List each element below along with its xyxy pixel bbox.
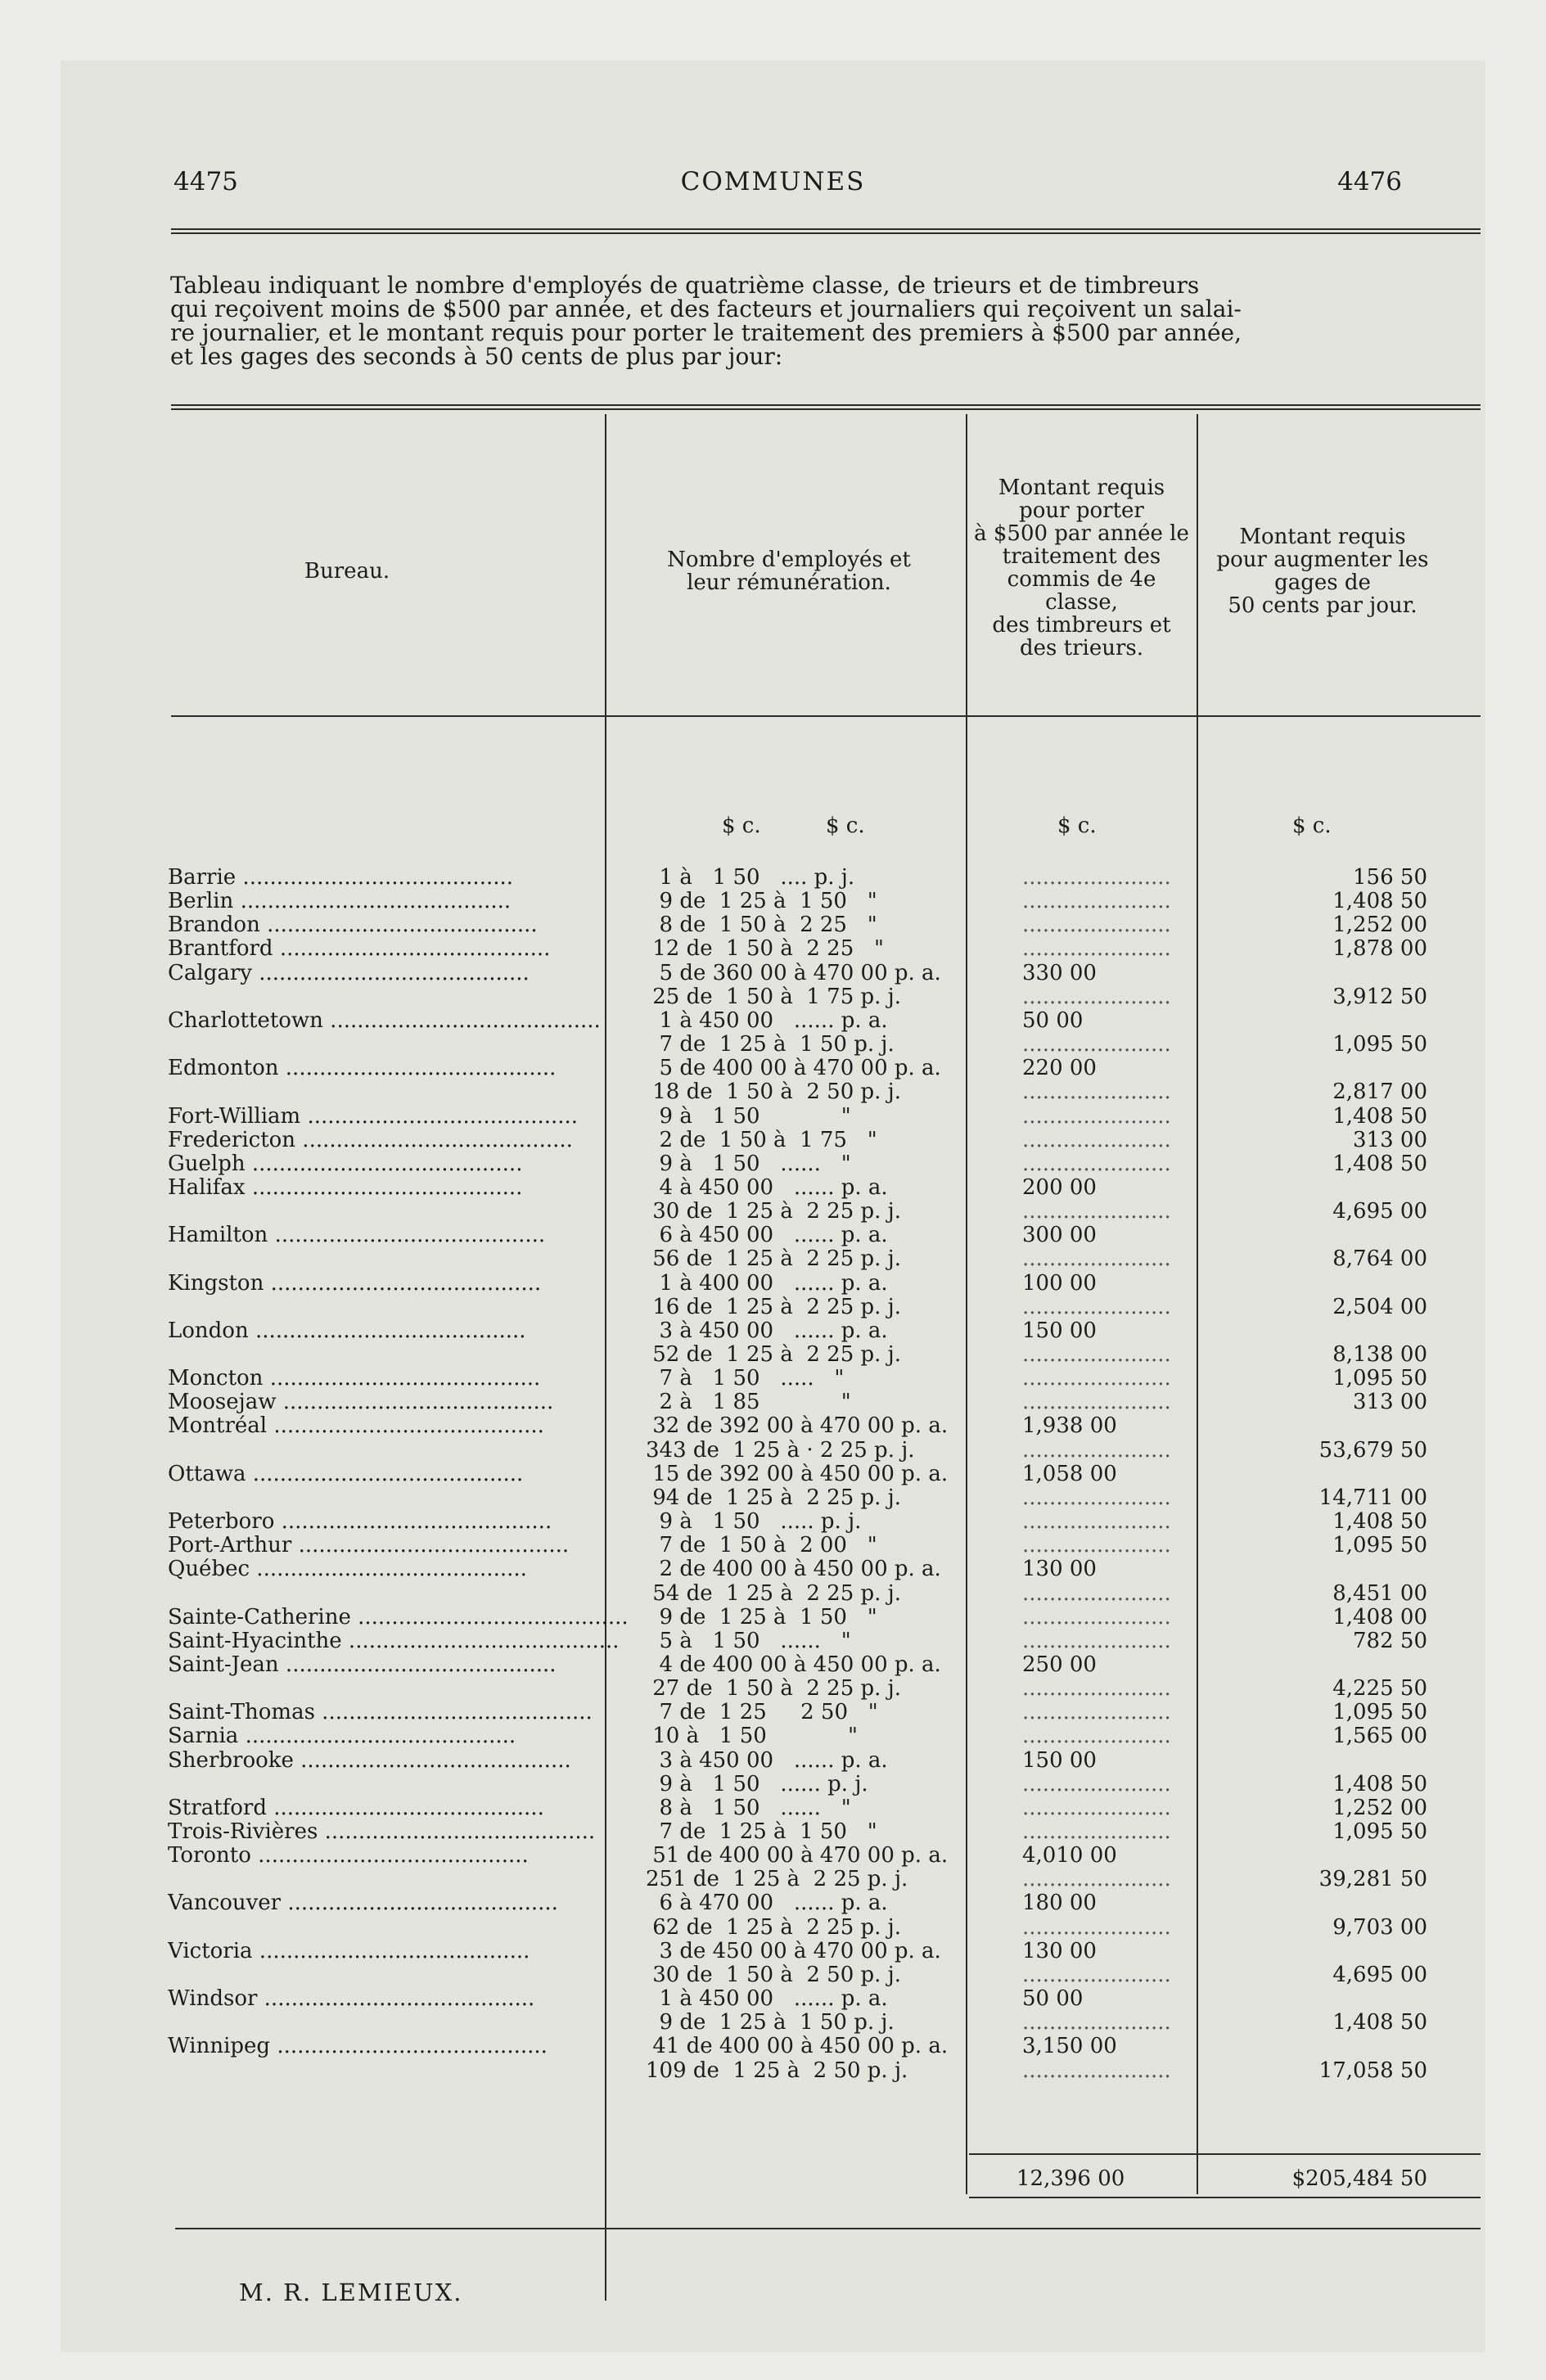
bureau-cell: Hamilton ........................................ [168, 1224, 546, 1248]
montant-500-cell: ...................... [1022, 1128, 1171, 1152]
table-row [61, 1868, 1485, 1891]
employes-cell: 6 à 470 00 ...... p. a. [646, 1891, 888, 1916]
table-row [61, 1414, 1485, 1438]
bureau-cell: Montréal ........................................ [168, 1414, 544, 1439]
table-top-rule [171, 404, 1481, 410]
employes-cell: 2 de 400 00 à 450 00 p. a. [646, 1557, 941, 1582]
montant-500-cell: ...................... [1022, 1200, 1171, 1224]
employes-cell: 9 de 1 25 à 1 50 " [646, 1604, 877, 1629]
table-row [61, 1343, 1485, 1367]
table-row [61, 1677, 1485, 1701]
bureau-cell: Winnipeg ........................................ [168, 2035, 548, 2059]
employes-cell: 3 à 450 00 ...... p. a. [646, 1747, 888, 1773]
montant-50-cell: 2,504 00 [1332, 1294, 1427, 1319]
table-row [61, 1105, 1485, 1129]
montant-500-cell: ...................... [1022, 1820, 1171, 1844]
table-row [61, 1391, 1485, 1414]
bureau-cell: Sherbrooke ........................................ [168, 1748, 571, 1773]
table-row [61, 1749, 1485, 1773]
table-row [61, 1463, 1485, 1486]
montant-50-cell: 1,408 00 [1332, 1604, 1427, 1629]
montant-500-cell: 1,938 00 [1022, 1414, 1117, 1439]
table-row [61, 985, 1485, 1009]
montant-50-cell: 1,252 00 [1332, 1795, 1427, 1820]
montant-500-cell: 330 00 [1022, 961, 1097, 985]
montant-500-cell: ...................... [1022, 866, 1171, 890]
bureau-cell: Sarnia ........................................ [168, 1724, 516, 1749]
montant-500-cell: ...................... [1022, 937, 1171, 962]
montant-500-cell: ...................... [1022, 913, 1171, 938]
montant-50-cell: 1,565 00 [1332, 1724, 1427, 1749]
montant-50-cell: 1,095 50 [1332, 1700, 1427, 1725]
montant-500-cell: ...................... [1022, 1343, 1171, 1367]
montant-50-cell: 1,408 50 [1332, 889, 1427, 914]
montant-500-cell: ...................... [1022, 1438, 1171, 1463]
employes-cell: 62 de 1 25 à 2 25 p. j. [646, 1914, 902, 1940]
bureau-cell: Peterboro ........................................ [168, 1510, 552, 1535]
montant-50-cell: 1,408 50 [1332, 1103, 1427, 1129]
employes-cell: 5 à 1 50 ...... " [646, 1628, 851, 1653]
montant-50-cell: 1,095 50 [1332, 1819, 1427, 1844]
table-row [61, 937, 1485, 961]
employes-cell: 1 à 1 50 .... p. j. [646, 865, 855, 890]
montant-500-cell: 220 00 [1022, 1057, 1097, 1081]
employes-cell: 1 à 450 00 ...... p. a. [646, 1007, 888, 1033]
total-bottom-rule [969, 2197, 1481, 2198]
montant-500-cell: 130 00 [1022, 1557, 1097, 1582]
montant-500-cell: ...................... [1022, 1104, 1171, 1129]
montant-500-cell: 100 00 [1022, 1271, 1097, 1296]
employes-cell: 54 de 1 25 à 2 25 p. j. [646, 1580, 902, 1606]
montant-500-cell: 50 00 [1022, 1008, 1084, 1033]
table-row [61, 1319, 1485, 1343]
montant-500-cell: 200 00 [1022, 1175, 1097, 1200]
table-row [61, 913, 1485, 937]
montant-500-cell: ...................... [1022, 2058, 1171, 2083]
table-row [61, 2035, 1485, 2058]
bureau-cell: Berlin ........................................ [168, 890, 512, 914]
col-header-montant-50: Montant requis pour augmenter les gages de 50 cents par jour. [1216, 525, 1429, 618]
table-row [61, 1916, 1485, 1940]
bureau-cell: Saint-Jean ........................................ [168, 1652, 557, 1677]
document-page: 4475 COMMUNES 4476 Tableau indiquant le nombre d'employés de quatrième classe, de trieurs et de timbreurs qui reçoivent moins de $500 par année, et des facteurs et journaliers qui reçoivent un salai- re journalier, et le montant requis pour porter le traitement des premiers à $500 par année, et les gages des seconds à 50 cents de plus par jour: Bureau. Nombre d'employés et leur rémunération. Montant requis pour porter à $500 par année le traitement des commis de 4e classe, des timbreurs et des trieurs. Montant requis pour augmenter les gages de 50 cents par jour. $ c. $ c. $ c. $ c. Barrie ........................................ 1 à 1 50 .... p. j. ...................... 156 50 Berlin ........................................ 9 de 1 25 à 1 50 " ...................... 1,408 50 Brandon ........................................ 8 de 1 50 à 2 25 " ...................... 1,252 00 Brantford ........................................ 12 de 1 50 à 2 25 " ...................... 1,878 00 Calgary ........................................ 5 de 360 00 à 470 00 p. a. 330 00 25 de 1 50 à 1 75 p. j. ...................... 3,912 50 Charlottetown ........................................ 1 à 450 00 ...... p. a. 50 00 7 de 1 25 à 1 50 p. j. ...................... 1,095 50 Edmonton ........................................ 5 de 400 00 à 470 00 p. a. 220 00 18 de 1 50 à 2 50 p. j. ...................... 2,817 00 Fort-William ........................................ 9 à 1 50 " ...................... 1,408 50 Fredericton ........................................ 2 de 1 50 à 1 75 " ...................... 313 00 Guelph ........................................ 9 à 1 50 ...... " ...................... 1,408 50 Halifax ........................................ 4 à 450 00 ...... p. a. 200 00 30 de 1 25 à 2 25 p. j. ...................... 4,695 00 Hamilton ........................................ 6 à 450 00 ...... p. a. 300 00 56 de 1 25 à 2 25 p. j. ...................... 8,764 00 Kingston ........................................ 1 à 400 00 ...... p. a. 100 00 16 de 1 25 à 2 25 p. j. ...................... 2,504 00 London ........................................ 3 à 450 00 ...... p. a. 150 00 52 de 1 25 à 2 25 p. j. ...................... 8,138 00 Moncton ........................................ 7 à 1 50 ..... " ...................... 1,095 50 Moosejaw ........................................ 2 à 1 85 " ...................... 313 00 Montréal ........................................ 32 de 392 00 à 470 00 p. a. 1,938 00 343 de 1 25 à · 2 25 p. j. ...................... 53,679 50 Ottawa ........................................ 15 de 392 00 à 450 00 p. a. 1,058 00 94 de 1 25 à 2 25 p. j. ...................... 14,711 00 Peterboro ........................................ 9 à 1 50 ..... p. j. ...................... 1,408 50 Port-Arthur ........................................ 7 de 1 50 à 2 00 " ...................... 1,095 50 Québec ........................................ 2 de 400 00 à 450 00 p. a. 130 00 54 de 1 25 à 2 25 p. j. ...................... 8,451 00 Sainte-Catherine ........................................ 9 de 1 25 à 1 50 " ...................... 1,408 00 Saint-Hyacinthe ........................................ 5 à 1 50 ...... " ...................... 782 50 Saint-Jean ........................................ 4 de 400 00 à 450 00 p. a. 250 00 27 de 1 50 à 2 25 p. j. ...................... 4,225 50 Saint-Thomas ........................................ 7 de 1 25 2 50 " ...................... 1,095 50 Sarnia ........................................ 10 à 1 50 " ...................... 1,565 00 Sherbrooke ........................................ 3 à 450 00 ...... p. a. 150 00 9 à 1 50 ...... p. j. ...................... 1,408 50 Stratford ........................................ 8 à 1 50 ...... " ...................... 1,252 00 Trois-Rivières ........................................ 7 de 1 25 à 1 50 " ...................... 1,095 50 Toronto ........................................ 51 de 400 00 à 470 00 p. a. 4,010 00 251 de 1 25 à 2 25 p. j. ...................... 39,281 50 Vancouver ........................................ 6 à 470 00 ...... p. a. 180 00 62 de 1 25 à 2 25 p. j. ...................... 9,703 00 Victoria ........................................ 3 de 450 00 à 470 00 p. a. 130 00 30 de 1 50 à 2 50 p. j. ...................... 4,695 00 Windsor ........................................ 1 à 450 00 ...... p. a. 50 00 9 de 1 25 à 1 50 p. j. ...................... 1,408 50 Winnipeg ........................................ 41 de 400 00 à 450 00 p. a. 3,150 00 109 de 1 25 à 2 50 p. j. ...................... 17,058 50 12,396 00 $205,484 50 M. R. LEMIEUX. [61, 61, 1485, 2352]
table-row [61, 1701, 1485, 1724]
bureau-cell: Ottawa ........................................ [168, 1462, 524, 1486]
table-end-rule [175, 2228, 1481, 2229]
bureau-cell: Brantford ........................................ [168, 937, 551, 962]
signature: M. R. LEMIEUX. [239, 2279, 463, 2306]
employes-cell: 9 à 1 50 ...... " [646, 1151, 851, 1176]
table-row [61, 1940, 1485, 1963]
montant-500-cell: ...................... [1022, 1033, 1171, 1057]
employes-cell: 52 de 1 25 à 2 25 p. j. [646, 1342, 902, 1367]
table-row [61, 1844, 1485, 1868]
bureau-cell: Trois-Rivières ........................................ [168, 1820, 596, 1844]
montant-50-cell: 1,408 50 [1332, 2010, 1427, 2035]
montant-50-cell: 1,408 50 [1332, 1509, 1427, 1535]
table-row [61, 1653, 1485, 1677]
montant-500-cell: ...................... [1022, 1152, 1171, 1176]
table-row [61, 1724, 1485, 1748]
employes-cell: 15 de 392 00 à 450 00 p. a. [646, 1461, 949, 1486]
montant-500-cell: ...................... [1022, 2011, 1171, 2035]
bureau-cell: Calgary ........................................ [168, 961, 530, 985]
table-row [61, 1033, 1485, 1057]
employes-cell: 9 à 1 50 " [646, 1103, 851, 1129]
bureau-cell: Saint-Thomas ........................................ [168, 1701, 593, 1725]
montant-500-cell: ...................... [1022, 1247, 1171, 1272]
bureau-cell: Fort-William ........................................ [168, 1104, 579, 1129]
table-row [61, 1296, 1485, 1319]
employes-cell: 30 de 1 25 à 2 25 p. j. [646, 1199, 902, 1224]
employes-cell: 18 de 1 50 à 2 50 p. j. [646, 1080, 902, 1105]
employes-cell: 251 de 1 25 à 2 25 p. j. [646, 1867, 908, 1892]
montant-50-cell: 1,095 50 [1332, 1366, 1427, 1391]
page-number-right: 4476 [1337, 167, 1402, 196]
montant-50-cell: 39,281 50 [1318, 1867, 1427, 1892]
employes-cell: 343 de 1 25 à · 2 25 p. j. [646, 1437, 915, 1463]
table-row [61, 1534, 1485, 1557]
employes-cell: 5 de 400 00 à 470 00 p. a. [646, 1056, 941, 1081]
montant-500-cell: 50 00 [1022, 1987, 1084, 2012]
employes-cell: 94 de 1 25 à 2 25 p. j. [646, 1485, 902, 1510]
table-row [61, 1820, 1485, 1844]
employes-cell: 51 de 400 00 à 470 00 p. a. [646, 1843, 949, 1868]
table-row [61, 1582, 1485, 1606]
montant-50-cell: 1,252 00 [1332, 913, 1427, 938]
montant-500-cell: ...................... [1022, 1677, 1171, 1702]
table-row [61, 1152, 1485, 1176]
montant-500-cell: ...................... [1022, 1701, 1171, 1725]
bureau-cell: Stratford ........................................ [168, 1796, 544, 1820]
employes-cell: 9 à 1 50 ..... p. j. [646, 1509, 862, 1535]
montant-50-cell: 156 50 [1353, 865, 1427, 890]
table-row [61, 1963, 1485, 1987]
table-row [61, 1080, 1485, 1104]
table-row [61, 1057, 1485, 1080]
table-row [61, 1129, 1485, 1152]
montant-50-cell: 17,058 50 [1318, 2058, 1427, 2083]
montant-50-cell: 9,703 00 [1332, 1914, 1427, 1940]
table-row [61, 1247, 1485, 1271]
table-row [61, 1557, 1485, 1581]
bureau-cell: Charlottetown ........................................ [168, 1008, 601, 1033]
table-row [61, 1439, 1485, 1463]
montant-500-cell: 180 00 [1022, 1891, 1097, 1916]
montant-500-cell: ...................... [1022, 1796, 1171, 1820]
table-row [61, 1773, 1485, 1796]
montant-500-cell: ...................... [1022, 1391, 1171, 1415]
montant-50-cell: 1,408 50 [1332, 1151, 1427, 1176]
bureau-cell: Moosejaw ........................................ [168, 1391, 554, 1415]
col-header-montant-500: Montant requis pour porter à $500 par année le traitement des commis de 4e classe, des timbreurs et des trieurs. [974, 476, 1189, 660]
bureau-cell: Toronto ........................................ [168, 1844, 529, 1868]
montant-500-cell: ...................... [1022, 1629, 1171, 1653]
table-row [61, 890, 1485, 913]
bureau-cell: Québec ........................................ [168, 1557, 527, 1582]
montant-500-cell: ...................... [1022, 1724, 1171, 1749]
montant-500-cell: 130 00 [1022, 1939, 1097, 1963]
bureau-cell: Barrie ........................................ [168, 866, 514, 890]
employes-cell: 109 de 1 25 à 2 50 p. j. [646, 2058, 908, 2083]
bureau-cell: Sainte-Catherine ........................................ [168, 1605, 629, 1629]
bureau-cell: Windsor ........................................ [168, 1987, 535, 2012]
table-row [61, 1796, 1485, 1820]
montant-50-cell: 1,878 00 [1332, 936, 1427, 962]
montant-50-cell: 313 00 [1353, 1127, 1427, 1152]
montant-500-cell: ...................... [1022, 1605, 1171, 1629]
montant-500-cell: ...................... [1022, 1367, 1171, 1391]
bureau-cell: London ........................................ [168, 1318, 526, 1343]
total-montant-500: 12,396 00 [1016, 2166, 1125, 2191]
employes-cell: 4 de 400 00 à 450 00 p. a. [646, 1652, 941, 1677]
employes-cell: 32 de 392 00 à 470 00 p. a. [646, 1413, 949, 1439]
table-row [61, 962, 1485, 985]
montant-500-cell: ...................... [1022, 890, 1171, 914]
montant-500-cell: ...................... [1022, 1080, 1171, 1105]
montant-500-cell: 300 00 [1022, 1224, 1097, 1248]
employes-cell: 7 de 1 25 à 1 50 p. j. [646, 1032, 895, 1057]
header-rule [171, 228, 1481, 234]
montant-50-cell: 1,095 50 [1332, 1533, 1427, 1558]
employes-cell: 8 à 1 50 ...... " [646, 1795, 851, 1820]
col-header-bureau: Bureau. [304, 559, 390, 584]
col-header-nombre: Nombre d'employés et leur rémunération. [667, 548, 911, 595]
employes-cell: 5 de 360 00 à 470 00 p. a. [646, 960, 941, 985]
table-row [61, 1629, 1485, 1653]
montant-500-cell: ...................... [1022, 985, 1171, 1009]
montant-500-cell: ...................... [1022, 1772, 1171, 1796]
montant-500-cell: ...................... [1022, 1868, 1171, 1892]
montant-500-cell: 150 00 [1022, 1748, 1097, 1773]
table-row [61, 866, 1485, 890]
employes-cell: 3 de 450 00 à 470 00 p. a. [646, 1938, 941, 1963]
table-row [61, 1891, 1485, 1915]
montant-50-cell: 4,695 00 [1332, 1962, 1427, 1987]
montant-50-cell: 1,095 50 [1332, 1032, 1427, 1057]
employes-cell: 9 à 1 50 ...... p. j. [646, 1771, 868, 1796]
montant-50-cell: 4,695 00 [1332, 1199, 1427, 1224]
employes-cell: 1 à 450 00 ...... p. a. [646, 1986, 888, 2012]
bureau-cell: Halifax ........................................ [168, 1175, 523, 1200]
table-row [61, 1987, 1485, 2011]
employes-cell: 7 de 1 50 à 2 00 " [646, 1533, 877, 1558]
montant-500-cell: 3,150 00 [1022, 2035, 1117, 2059]
montant-50-cell: 313 00 [1353, 1390, 1427, 1415]
table-row [61, 2059, 1485, 2083]
employes-cell: 12 de 1 50 à 2 25 " [646, 936, 885, 962]
montant-500-cell: ...................... [1022, 1485, 1171, 1510]
table-row [61, 1200, 1485, 1224]
montant-500-cell: 4,010 00 [1022, 1844, 1117, 1868]
montant-50-cell: 8,138 00 [1332, 1342, 1427, 1367]
employes-cell: 7 de 1 25 à 1 50 " [646, 1819, 877, 1844]
employes-cell: 41 de 400 00 à 450 00 p. a. [646, 2034, 949, 2059]
employes-cell: 25 de 1 50 à 1 75 p. j. [646, 984, 902, 1009]
montant-500-cell: ...................... [1022, 1915, 1171, 1940]
header-bottom-rule [171, 715, 1481, 717]
bureau-cell: Saint-Hyacinthe ........................................ [168, 1629, 620, 1653]
employes-cell: 9 de 1 25 à 1 50 p. j. [646, 2010, 895, 2035]
employes-cell: 3 à 450 00 ...... p. a. [646, 1318, 888, 1343]
table-row [61, 2011, 1485, 2035]
employes-cell: 6 à 450 00 ...... p. a. [646, 1223, 888, 1248]
montant-500-cell: ...................... [1022, 1510, 1171, 1535]
montant-50-cell: 53,679 50 [1318, 1437, 1427, 1463]
total-montant-50: $205,484 50 [1291, 2166, 1427, 2191]
employes-cell: 7 à 1 50 ..... " [646, 1366, 845, 1391]
bureau-cell: Brandon ........................................ [168, 913, 538, 938]
employes-cell: 2 à 1 85 " [646, 1390, 851, 1415]
montant-500-cell: ...................... [1022, 1581, 1171, 1606]
montant-50-cell: 1,408 50 [1332, 1771, 1427, 1796]
employes-cell: 9 de 1 25 à 1 50 " [646, 889, 877, 914]
montant-50-cell: 782 50 [1353, 1628, 1427, 1653]
bureau-cell: Port-Arthur ........................................ [168, 1534, 570, 1558]
montant-50-cell: 4,225 50 [1332, 1676, 1427, 1702]
montant-50-cell: 8,451 00 [1332, 1580, 1427, 1606]
bureau-cell: Edmonton ........................................ [168, 1057, 557, 1081]
bureau-cell: Victoria ........................................ [168, 1939, 530, 1963]
running-title: COMMUNES [680, 167, 866, 196]
table-row [61, 1272, 1485, 1296]
montant-500-cell: ...................... [1022, 1534, 1171, 1558]
montant-500-cell: 250 00 [1022, 1652, 1097, 1677]
montant-50-cell: 2,817 00 [1332, 1080, 1427, 1105]
table-row [61, 1367, 1485, 1391]
bureau-cell: Guelph ........................................ [168, 1152, 523, 1176]
table-row [61, 1224, 1485, 1247]
montant-500-cell: ...................... [1022, 1295, 1171, 1319]
table-row [61, 1510, 1485, 1534]
employes-cell: 2 de 1 50 à 1 75 " [646, 1127, 877, 1152]
table-row [61, 1009, 1485, 1033]
table-caption: Tableau indiquant le nombre d'employés de quatrième classe, de trieurs et de timbreurs qui reçoivent moins de $500 par année, et des facteurs et journaliers qui reçoivent un salai- re journalier, et le montant requis pour porter le traitement des premiers à $500 par année, et les gages des seconds à 50 cents de plus par jour: [170, 272, 1242, 370]
montant-50-cell: 3,912 50 [1332, 984, 1427, 1009]
table-row [61, 1176, 1485, 1200]
employes-cell: 7 de 1 25 2 50 " [646, 1700, 878, 1725]
montant-500-cell: 150 00 [1022, 1318, 1097, 1343]
bureau-cell: Kingston ........................................ [168, 1271, 542, 1296]
table-row [61, 1486, 1485, 1510]
montant-500-cell: 1,058 00 [1022, 1462, 1117, 1486]
employes-cell: 56 de 1 25 à 2 25 p. j. [646, 1246, 902, 1272]
employes-cell: 10 à 1 50 " [646, 1724, 858, 1749]
page-number-left: 4475 [174, 167, 238, 196]
bureau-cell: Moncton ........................................ [168, 1367, 541, 1391]
montant-50-cell: 8,764 00 [1332, 1246, 1427, 1272]
employes-cell: 8 de 1 50 à 2 25 " [646, 913, 877, 938]
table-row [61, 1606, 1485, 1629]
employes-cell: 27 de 1 50 à 2 25 p. j. [646, 1676, 902, 1702]
bureau-cell: Fredericton ........................................ [168, 1128, 573, 1152]
bureau-cell: Vancouver ........................................ [168, 1891, 558, 1916]
employes-cell: 30 de 1 50 à 2 50 p. j. [646, 1962, 902, 1987]
employes-cell: 4 à 450 00 ...... p. a. [646, 1174, 888, 1200]
employes-cell: 16 de 1 25 à 2 25 p. j. [646, 1294, 902, 1319]
montant-500-cell: ...................... [1022, 1963, 1171, 1987]
page-header [61, 167, 1485, 200]
total-rule [969, 2153, 1481, 2155]
employes-cell: 1 à 400 00 ...... p. a. [646, 1270, 888, 1296]
montant-50-cell: 14,711 00 [1318, 1485, 1427, 1510]
